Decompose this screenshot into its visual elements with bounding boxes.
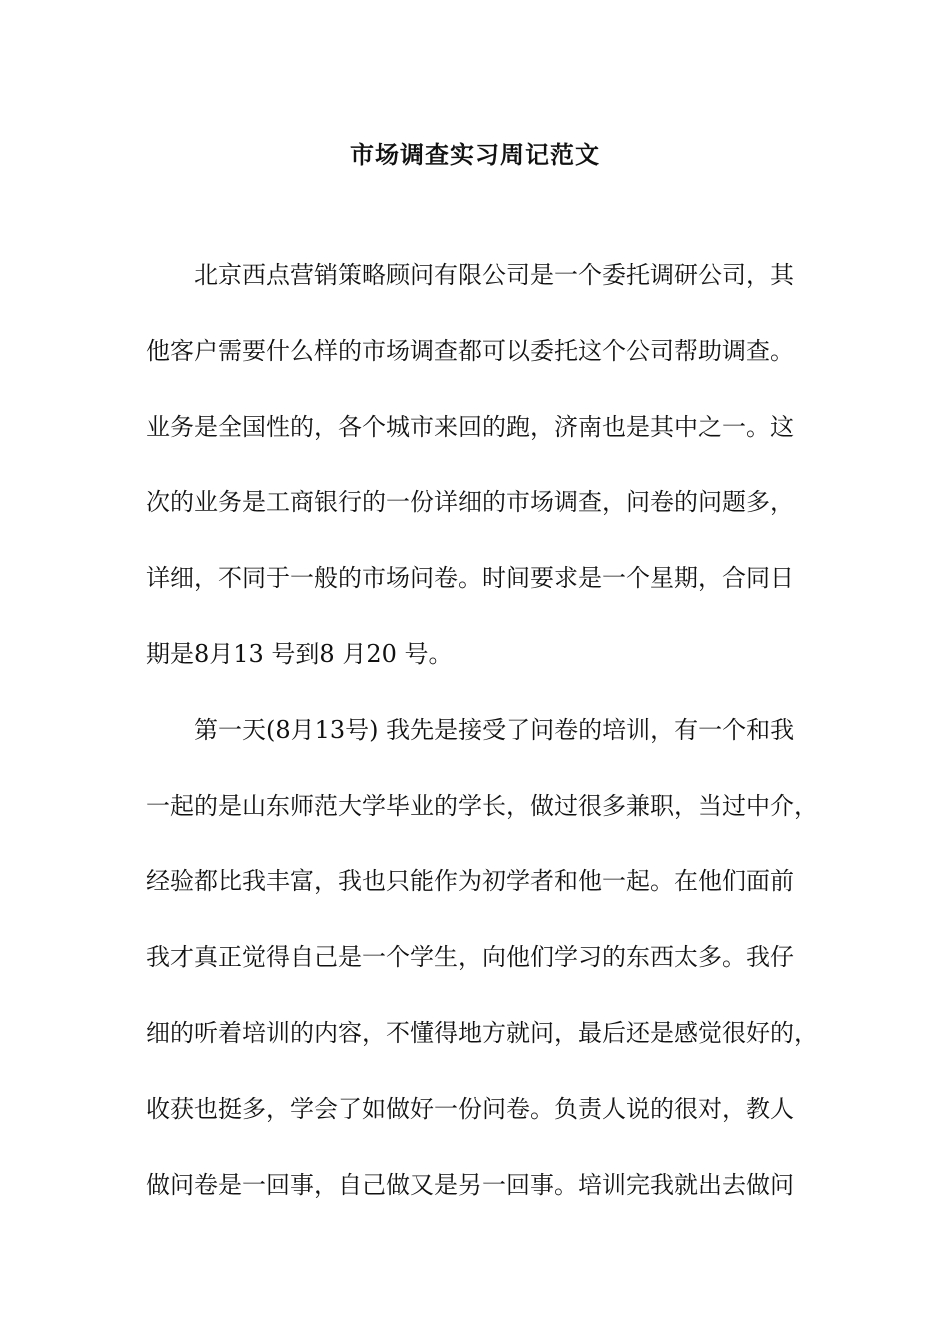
- text-line: 细的听着培训的内容，不懂得地方就问，最后还是感觉很好的，: [146, 1018, 818, 1047]
- document-body: [146, 238, 826, 1223]
- text-line: 详细，不同于一般的市场问卷。时间要求是一个星期，合同日: [146, 564, 794, 593]
- text-line: 收获也挺多，学会了如做好一份问卷。负责人说的很对，教人: [146, 1094, 794, 1123]
- text-line: 业务是全国性的，各个城市来回的跑，济南也是其中之一。这: [146, 412, 794, 441]
- text-line: 做问卷是一回事，自己做又是另一回事。培训完我就出去做问: [146, 1170, 794, 1199]
- text-line: 第一天(8月13号) 我先是接受了问卷的培训，有一个和我: [146, 715, 795, 744]
- text-line: 经验都比我丰富，我也只能作为初学者和他一起。在他们面前: [146, 867, 794, 896]
- text-line: 他客户需要什么样的市场调查都可以委托这个公司帮助调查。: [146, 336, 794, 365]
- text-line: 我才真正觉得自己是一个学生，向他们学习的东西太多。我仔: [146, 943, 794, 972]
- text-line: 次的业务是工商银行的一份详细的市场调查，问卷的问题多，: [146, 488, 794, 517]
- text-line: 北京西点营销策略顾问有限公司是一个委托调研公司，其: [146, 261, 794, 289]
- text-line: 一起的是山东师范大学毕业的学长，做过很多兼职，当过中介，: [146, 791, 818, 820]
- document-title: 市场调查实习周记范文: [350, 140, 600, 169]
- text-line: 期是8月13 号到8 月20 号。: [146, 639, 453, 668]
